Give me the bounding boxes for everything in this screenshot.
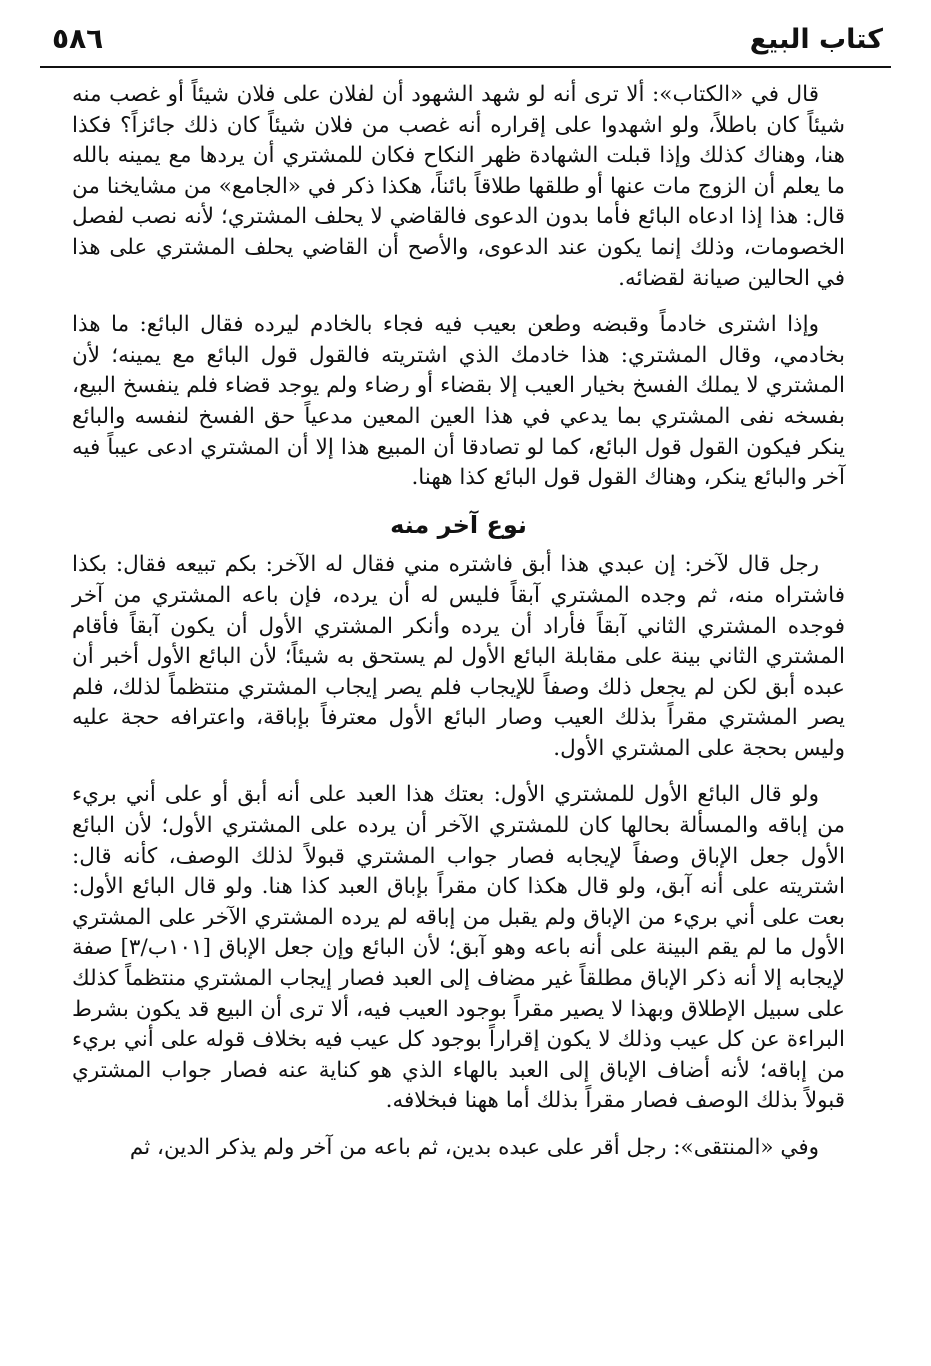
paragraph-1: قال في «الكتاب»: ألا ترى أنه لو شهد الشهود أن لفلان على فلان شيئاً أو غصب منه شيئاً كان باطلاً، ولو اشهدوا على إقراره أنه غصب من فلان شيئاً كان ذلك جائزاً؟ فكذا هنا، وهناك كذلك وإذا قبلت الشهادة ظهر النكاح فكان للمشتري أن يردها مع يمينه بالله ما يعلم أن الزوج مات عنها أو طلقها طلاقاً بائناً، هكذا ذكر في «الجامع» من مشايخنا من قال: هذا إذا ادعاه البائع فأما بدون الدعوى فالقاضي لا يحلف المشتري؛ لأنه نصب لفصل الخصومات، وذلك إنما يكون عند الدعوى، والأصح أن القاضي يحلف المشتري على هذا في الحالين صيانة لقضائه. [72,82,845,291]
page-body [72,80,845,1180]
paragraph-4: ولو قال البائع الأول للمشتري الأول: بعتك هذا العبد على أنه أبق أو على أني بريء من إباقه والمسألة بحالها كان للمشتري الآخر أن يرده على المشتري الأول؛ لأن البائع الأول جعل الإباق وصفاً لإيجابه فصار جواب المشتري قبولاً لذلك الوصف، كأنه قال: اشتريته على أنه آبق، ولو قال هكذا كان مقراً بإباق العبد كذا هنا. ولو قال البائع الأول: بعت على أني بريء من الإباق ولم يقبل من إباقه لم يرده المشتري الآخر على المشتري الأول ما لم يقم البينة على أنه باعه وهو آبق؛ لأن البائع وإن جعل الإباق [١٠١ب/٣] صفة لإيجابه إلا أنه ذكر الإباق مطلقاً غير مضاف إلى العبد فصار إيجاب المشتري منتظماً كذلك على سبيل الإطلاق وبهذا لا يصير مقراً بوجود العيب فيه، ألا ترى أن البيع قد يكون بشرط البراءة عن كل عيب وذلك لا يكون إقراراً بوجود كل عيب فيه بخلاف قوله على أني بريء من إباقه؛ لأنه أضاف الإباق إلى العبد بالهاء الذي هو كناية عنه فصار جواب المشتري قبولاً بذلك الوصف فصار مقراً بذلك أما ههنا فبخلافه. [72,782,845,1114]
section-heading: نوع آخر منه [390,510,527,539]
paragraph-2: وإذا اشترى خادماً وقبضه وطعن بعيب فيه فجاء بالخادم ليرده فقال البائع: ما هذا بخادمي، وقال المشتري: هذا خادمك الذي اشتريته فالقول قول البائع مع يمينه؛ لأن المشتري لا يملك الفسخ بخيار العيب إلا بقضاء أو رضاء ولم يوجد قضاء فلم ينفسخ البيع، بفسخه نفى المشتري بما يدعي في هذا العين المعين مدعياً حق الفسخ لنفسه والبائع ينكر فيكون القول قول البائع، كما لو تصادقا أن المبيع هذا إلا أن المشتري ادعى عيباً فيه آخر والبائع ينكر، وهناك القول قول البائع كذا ههنا. [72,312,845,491]
paragraph-5: وفي «المنتقى»: رجل أقر على عبده بدين، ثم باعه من آخر ولم يذكر الدين، ثم [129,1135,819,1160]
page-header [40,18,891,68]
page-number: ٥٨٦ [52,22,104,55]
book-title: كتاب البيع [749,24,883,55]
paragraph-3: رجل قال لآخر: إن عبدي هذا أبق فاشتره مني فقال له الآخر: بكم تبيعه فقال: بكذا فاشتراه منه، ثم وجده المشتري آبقاً فليس له أن يرده، فإن باعه المشتري من آخر فوجده المشتري الثاني آبقاً فأراد أن يرده وأنكر المشتري الأول أن يكون آبقاً فأقام المشتري الثاني بينة على مقابلة البائع الأول لم يستحق به شيئاً؛ لأن البائع الأول أخبر أن عبده أبق لكن لم يجعل ذلك وصفاً للإيجاب فلم يصر إيجاب المشتري منتظماً لذلك، فلم يصر المشتري مقراً بذلك العيب وصار البائع الأول معترفاً بإباقة، واعترافه حجة عليه وليس بحجة على المشتري الأول. [72,552,845,761]
